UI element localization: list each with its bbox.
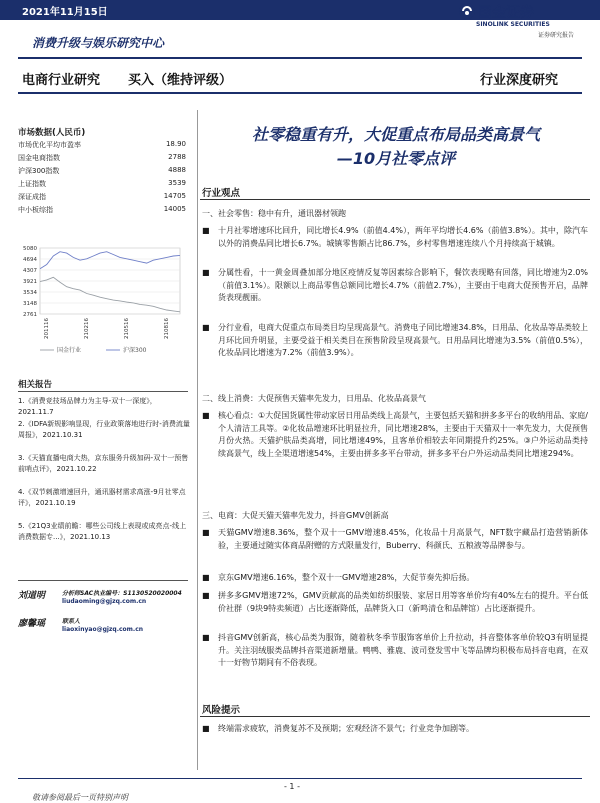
market-value: 14005 — [163, 205, 186, 213]
logo-subtitle: 证券研究报告 — [538, 32, 575, 39]
chart-y-tick: 2761 — [23, 312, 37, 318]
analyst-email[interactable]: liaoxinyao@gjzq.com.cn — [62, 626, 144, 633]
market-value: 4888 — [168, 166, 186, 174]
chart-y-tick: 3534 — [23, 290, 37, 296]
rating: 买入（维持评级） — [128, 73, 233, 88]
chart-series-line — [40, 277, 180, 312]
market-label: 国金电商指数 — [18, 154, 60, 162]
report-subtitle: —10月社零点评 — [336, 149, 456, 168]
logo-name-cn: 国金证券 — [478, 5, 534, 21]
related-report-item[interactable]: 5.《21Q3业绩前瞻：哪些公司线上表现或成亮点-线上消费数据专...》，2021.10.13 — [18, 522, 187, 541]
analyst-email[interactable]: liudaoming@gjzq.com.cn — [62, 598, 147, 605]
market-value: 14705 — [163, 192, 186, 200]
column-divider — [197, 110, 198, 770]
bullet-text: 分属性看，十一黄金周叠加部分地区疫情反复等因素综合影响下，餐饮表现略有回落，同比增速为2.0%（前值3.1%）。限额以上商品零售总额同比增长4.7%（前值2.7%），主要由于电商大促预售开启，品牌货表现靓丽。 — [218, 268, 588, 302]
header-rule-top — [18, 57, 582, 59]
bullet-item — [202, 590, 588, 615]
related-report-item[interactable]: 2.《IDFA新规影响显现，行业政策落地进行时-消费流量周报》，2021.10.31 — [18, 420, 190, 439]
market-value: 18.90 — [165, 140, 186, 148]
related-report-item[interactable]: 3.《天猫直播电商大热，京东服务升级加码-双十一预售前哨点评》，2021.10.22 — [18, 454, 189, 473]
footer-rule — [18, 778, 582, 779]
index-line-chart — [14, 244, 188, 356]
analyst-role: 联系人 — [62, 618, 81, 625]
chart-x-tick: 210516 — [124, 318, 130, 339]
market-row — [18, 205, 186, 216]
chart-series-line — [40, 252, 180, 269]
bullet-square-icon: ■ — [202, 226, 210, 235]
bullet-square-icon: ■ — [202, 528, 210, 537]
chart-x-tick: 210816 — [164, 318, 170, 339]
market-label: 市场优化平均市盈率 — [18, 141, 81, 149]
bullet-square-icon: ■ — [202, 268, 210, 277]
analyst-name: 刘道明 — [18, 591, 46, 601]
chart-legend-label: 沪深300 — [123, 347, 147, 354]
market-row — [18, 179, 186, 190]
bullet-square-icon: ■ — [202, 573, 210, 582]
market-row — [18, 192, 186, 203]
chart-y-tick: 3148 — [23, 301, 37, 307]
related-report-item[interactable]: 4.《双节刺激增速回升，通讯器材需求高涨-9月社零点评》，2021.10.19 — [18, 488, 186, 507]
market-row — [18, 166, 186, 177]
bullet-item — [202, 410, 588, 460]
chart-y-tick: 4307 — [23, 268, 37, 274]
chart-x-tick: 201116 — [44, 318, 50, 339]
view-rule — [200, 199, 590, 200]
chart-y-tick: 5080 — [23, 246, 37, 252]
market-label: 深证成指 — [18, 193, 46, 201]
analyst-role: 分析师SAC执业编号：S1130520020004 — [62, 590, 182, 597]
market-row — [18, 153, 186, 164]
logo-name-en: SINOLINK SECURITIES — [476, 21, 550, 28]
bullet-square-icon: ■ — [202, 411, 210, 420]
bullet-square-icon: ■ — [202, 633, 210, 642]
market-value: 3539 — [168, 179, 186, 187]
bullet-item — [202, 572, 588, 585]
bullet-text: 核心看点：①大促国货属性带动家居日用品类线上高景气，主要包括天猫和拼多多平台的收纳用品、家庭/个人清洁工具等。②化妆品增速环比明显拉升，同比增速28%，主要由于天猫双十一率先发力，大促预售月份火热。天猫护肤品类高增，同比增速49%，且客单价相较去年同期提升约25%。③户外运动品类持续高景气，线上全渠道增速54%，主要由拼多多平台带动，拼多多平台户外运动品类同比增速294%。 — [218, 411, 588, 458]
bullet-text: 京东GMV增速6.16%，整个双十一GMV增速28%，大促节奏先抑后扬。 — [218, 573, 475, 582]
bullet-text: 拼多多GMV增速72%，GMV贡献高的品类如纺织服装、家居日用等客单价均有40%左右的提升。平台低价社群（9块9特卖频道）占比逐渐降低，品牌货入口（新鸣清仓和品牌馆）占比逐渐提升。 — [218, 591, 588, 613]
view-heading: 行业观点 — [202, 188, 241, 199]
bullet-item — [202, 225, 588, 250]
bullet-square-icon: ■ — [202, 724, 210, 733]
section-heading: 一、社会零售：稳中有升，通讯器材领跑 — [202, 209, 346, 218]
bullet-text: 抖音GMV创新高，核心品类为服饰，随着秋冬季节服饰客单价上升拉动，抖音整体客单价较Q3有明显提升。关注羽绒服类品牌抖音渠道新增量。鸭鸭、雅鹿、波司登发雪中飞等品牌均积极布局抖音电商，在双十一好物节期间有不俗表现。 — [218, 633, 588, 667]
report-kind: 行业深度研究 — [480, 73, 559, 88]
bullet-text: 终端需求疲软，消费复苏不及预期；宏观经济不景气；行业竞争加剧等。 — [218, 724, 474, 733]
related-reports-title: 相关报告 — [18, 380, 53, 390]
report-type: 电商行业研究 — [22, 73, 101, 88]
bullet-item — [202, 632, 588, 670]
bullet-text: 分行业看，电商大促重点布局类目均呈现高景气。消费电子同比增速34.8%，日用品、化妆品等品类较上月环比回升明显，主要受益于相关类目在预售阶段呈现高景气。日用品同比增速为3.5%（前值0.5%），化妆品同比增速为7.2%（前值3.9%）。 — [218, 323, 588, 357]
bullet-square-icon: ■ — [202, 323, 210, 332]
page-number: - 1 - — [284, 782, 300, 791]
analyst-name: 廖馨瑶 — [18, 619, 46, 629]
report-date: 2021年11月15日 — [22, 7, 108, 18]
disclaimer: 敬请参阅最后一页特别声明 — [32, 793, 128, 802]
related-rule — [18, 391, 188, 392]
bullet-item — [202, 723, 588, 736]
sinolink-logo-icon — [458, 2, 476, 20]
section-heading: 二、线上消费：大促预售天猫率先发力，日用品、化妆品高景气 — [202, 394, 426, 403]
header-rule-bottom — [18, 92, 582, 94]
market-data-title: 市场数据(人民币) — [18, 128, 86, 138]
market-label: 上证指数 — [18, 180, 46, 188]
risk-rule — [200, 716, 590, 717]
market-row — [18, 140, 186, 151]
chart-y-tick: 4694 — [23, 257, 37, 263]
research-center: 消费升级与娱乐研究中心 — [32, 36, 165, 50]
market-label: 中小板综指 — [18, 206, 53, 214]
bullet-item — [202, 527, 588, 552]
risk-heading: 风险提示 — [202, 705, 241, 716]
related-report-item[interactable]: 1.《消费竞技场品牌力为主导-双十一深度》，2021.11.7 — [18, 397, 157, 416]
bullet-text: 十月社零增速环比回升，同比增长4.9%（前值4.4%），两年平均增长4.6%（前值3.8%）。其中，除汽车以外的消费品同比增长6.7%。城镇零售额占比86.7%，乡村零售增速连续八个月持续高于城镇。 — [218, 226, 588, 248]
bullet-item — [202, 322, 588, 360]
chart-y-tick: 3921 — [23, 279, 37, 285]
chart-legend-label: 国金行业 — [57, 347, 82, 354]
report-title: 社零稳重有升，大促重点布局品类高景气 — [251, 125, 540, 144]
bullet-square-icon: ■ — [202, 591, 210, 600]
bullet-item — [202, 267, 588, 305]
chart-x-tick: 210216 — [84, 318, 90, 339]
bullet-text: 天猫GMV增速8.36%，整个双十一GMV增速8.45%，化妆品十月高景气，NFT数字藏品打造营销新体验，主要通过随实体商品附赠的方式限量发行，Buberry、科颜氏、五粮液等品牌参与。 — [218, 528, 588, 550]
section-heading: 三、电商：大促天猫天猫率先发力，抖音GMV创新高 — [202, 511, 389, 520]
market-label: 沪深300指数 — [18, 167, 60, 175]
market-value: 2788 — [168, 153, 186, 161]
analyst-rule — [18, 580, 188, 581]
